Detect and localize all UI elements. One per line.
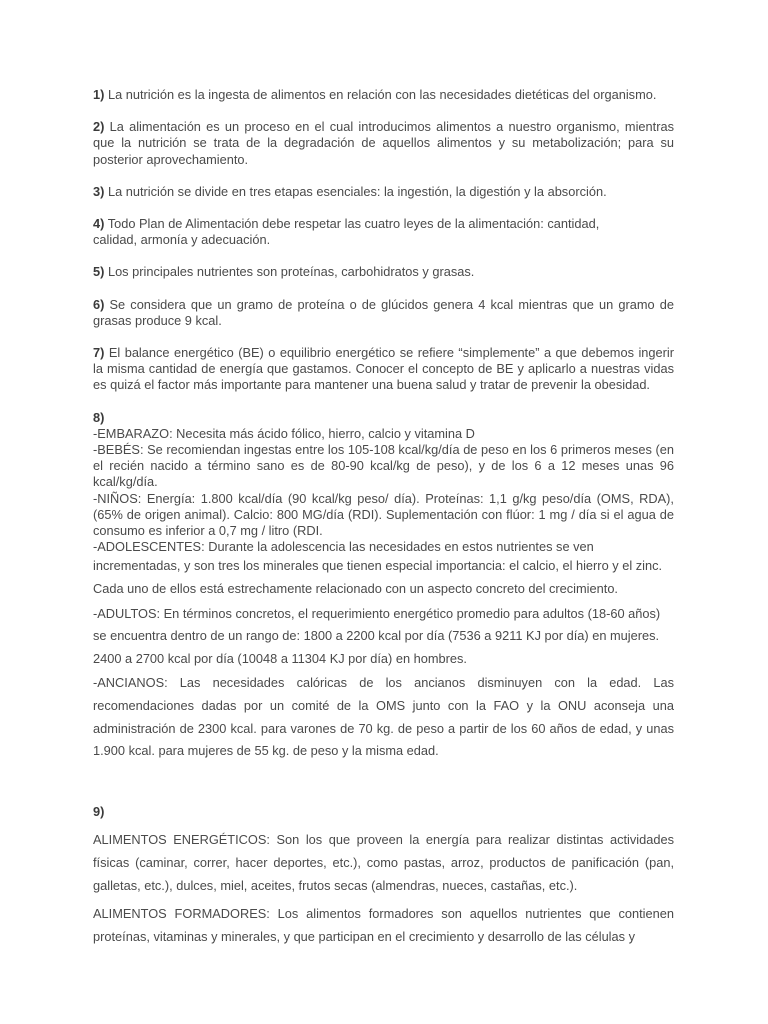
item-2 — [93, 119, 674, 168]
section-number: 8) — [93, 409, 105, 425]
item-text-line-2: calidad, armonía y adecuación. — [93, 232, 271, 248]
item-text: La nutrición es la ingesta de alimentos en relación con las necesidades dietéticas del organismo. — [107, 87, 657, 102]
bebes-text: -BEBÉS: Se recomiendan ingestas entre los 105-108 kcal/kg/día de peso en los 6 primeros meses (en el recién nacido a término sano es de 80-90 kcal/kg de peso), y de los 6 a 12 meses unas 96 kcal/kg/día. — [93, 442, 674, 490]
item-1 — [93, 87, 674, 103]
document-body — [93, 87, 674, 954]
embarazo-text: -EMBARAZO: Necesita más ácido fólico, hierro, calcio y vitamina D — [93, 425, 475, 441]
item-6 — [93, 297, 674, 329]
adultos-text: -ADULTOS: En términos concretos, el requerimiento energético promedio para adultos (18-60 años) se encuentra dentro de un rango de: 1800 a 2200 kcal por día (7536 a 9211 KJ por día) en mujeres. 2400 a 2700 kcal por día (10048 a 11304 KJ por día) en hombres. — [93, 605, 661, 666]
alimentos-formadores-text: ALIMENTOS FORMADORES: Los alimentos formadores son aquellos nutrientes que contienen proteínas, vitaminas y minerales, y que participan en el crecimiento y desarrollo de las células y — [93, 906, 674, 944]
ninos-text: -NIÑOS: Energía: 1.800 kcal/día (90 kcal/kg peso/ día). Proteínas: 1,1 g/kg peso/día (OMS, RDA), (65% de origen animal). Calcio: 800 MG/día (RDI). Suplementación con flúor: 1 mg / día si el agua de consumo es inferior a 0,7 mg / litro (RDI. — [93, 490, 674, 539]
adolescentes-text-continued: incrementadas, y son tres los minerales que tienen especial importancia: el calcio, el hierro y el zinc. Cada uno de ellos está estrechamente relacionado con un aspecto concreto del crecimiento. — [93, 558, 663, 597]
item-number: 7) — [93, 345, 105, 361]
item-text: La alimentación es un proceso en el cual introducimos alimentos a nuestro organismo, mientras que la nutrición se trata de la degradación de aquellos alimentos y su metabolización; para su posterior aprovechamiento. — [93, 119, 675, 167]
item-3 — [93, 184, 674, 200]
item-7 — [93, 345, 674, 394]
item-number: 4) — [93, 216, 105, 232]
item-text: La nutrición se divide en tres etapas esenciales: la ingestión, la digestión y la absorción. — [107, 183, 607, 199]
section-number: 9) — [93, 803, 105, 819]
item-text: El balance energético (BE) o equilibrio energético se refiere “simplemente” a que debemos ingerir la misma cantidad de energía que gastamos. Conocer el concepto de BE y aplicarlo a nuestras vidas es quizá el factor más importante para mantener una buena salud y tratar de prevenir la obesidad. — [93, 345, 674, 393]
item-text: Se considera que un gramo de proteína o de glúcidos genera 4 kcal mientras que un gramo de grasas produce 9 kcal. — [93, 296, 674, 328]
item-number: 5) — [93, 264, 105, 280]
item-text-line-1: Todo Plan de Alimentación debe respetar las cuatro leyes de la alimentación: cantidad, — [107, 216, 600, 232]
alimentos-energeticos-text: ALIMENTOS ENERGÉTICOS: Son los que proveen la energía para realizar distintas actividades físicas (caminar, correr, hacer deportes, etc.), como pastas, arroz, productos de panificación (pan, galletas, etc.), dulces, miel, aceites, frutos secas (almendras, nueces, castañas, etc.). — [93, 832, 674, 893]
section-9 — [93, 801, 674, 949]
ancianos-text: -ANCIANOS: Las necesidades calóricas de los ancianos disminuyen con la edad. Las recomendaciones dadas por un comité de la OMS junto con la FAO y la ONU aconseja una administración de 2300 kcal. para varones de 70 kg. de peso a partir de los 60 años de edad, y unas 1.900 kcal. para mujeres de 55 kg. de peso y la misma edad. — [93, 675, 674, 759]
adolescentes-text-line-1: -ADOLESCENTES: Durante la adolescencia las necesidades en estos nutrientes se ven — [93, 539, 594, 555]
item-number: 2) — [93, 119, 105, 135]
item-number: 3) — [93, 183, 105, 199]
item-5 — [93, 264, 674, 280]
section-8 — [93, 410, 674, 763]
item-4 — [93, 216, 674, 248]
item-text: Los principales nutrientes son proteínas, carbohidratos y grasas. — [107, 264, 475, 280]
item-number: 6) — [93, 296, 105, 312]
item-number: 1) — [93, 87, 105, 102]
